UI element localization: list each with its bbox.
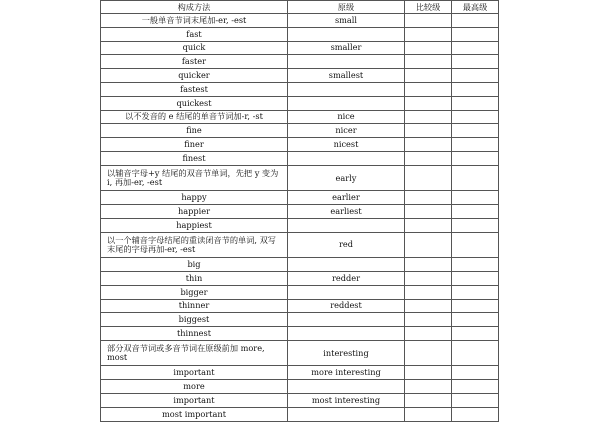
comparative-cell xyxy=(405,124,452,138)
method-cell xyxy=(101,14,288,28)
method-cell xyxy=(101,258,288,272)
positive-cell xyxy=(288,258,405,272)
superlative-cell xyxy=(452,69,499,83)
positive-cell xyxy=(288,82,405,96)
method-cell-text: faster xyxy=(181,56,207,67)
table-row xyxy=(101,124,499,138)
positive-cell xyxy=(288,55,405,69)
positive-cell xyxy=(288,380,405,394)
table-row xyxy=(101,313,499,327)
superlative-cell xyxy=(452,218,499,232)
superlative-cell xyxy=(452,313,499,327)
method-cell-text: biggest xyxy=(178,314,210,325)
positive-cell xyxy=(288,232,405,258)
table-row xyxy=(101,138,499,152)
comparative-cell xyxy=(405,380,452,394)
positive-cell xyxy=(288,407,405,421)
table-row xyxy=(101,232,499,258)
method-cell xyxy=(101,394,288,408)
table-row xyxy=(101,285,499,299)
table-row xyxy=(101,110,499,124)
method-cell xyxy=(101,285,288,299)
superlative-cell xyxy=(452,110,499,124)
positive-cell-text: red xyxy=(338,239,353,250)
superlative-cell xyxy=(452,124,499,138)
comparative-cell xyxy=(405,205,452,219)
method-cell-text: thinner xyxy=(178,300,210,311)
method-cell xyxy=(101,27,288,41)
positive-cell xyxy=(288,366,405,380)
method-cell-text: finest xyxy=(182,152,206,163)
table-row xyxy=(101,82,499,96)
comparison-table xyxy=(100,0,499,422)
positive-cell xyxy=(288,165,405,191)
comparative-cell xyxy=(405,110,452,124)
superlative-cell xyxy=(452,285,499,299)
positive-cell-text: smaller xyxy=(330,42,362,53)
method-cell xyxy=(101,299,288,313)
table-row xyxy=(101,27,499,41)
positive-cell xyxy=(288,69,405,83)
comparative-cell xyxy=(405,55,452,69)
positive-cell-text: small xyxy=(334,14,358,25)
method-cell-text: quickest xyxy=(176,97,212,108)
positive-cell-text: most interesting xyxy=(311,394,381,405)
superlative-cell xyxy=(452,191,499,205)
method-cell xyxy=(101,151,288,165)
positive-cell xyxy=(288,41,405,55)
superlative-cell xyxy=(452,41,499,55)
comparative-cell xyxy=(405,82,452,96)
comparative-cell xyxy=(405,258,452,272)
method-cell-text: 部分双音节词或多音节词在原级前加 more, most xyxy=(107,343,265,363)
comparative-cell xyxy=(405,41,452,55)
method-cell-text: more xyxy=(183,381,205,392)
positive-cell xyxy=(288,14,405,28)
method-cell xyxy=(101,124,288,138)
table-row xyxy=(101,218,499,232)
superlative-cell xyxy=(452,394,499,408)
comparative-cell xyxy=(405,151,452,165)
method-cell-text: 一般单音节词末尾加-er, -est xyxy=(141,14,247,25)
positive-cell-text: nice xyxy=(337,111,355,122)
superlative-cell xyxy=(452,340,499,366)
superlative-cell xyxy=(452,138,499,152)
method-cell xyxy=(101,232,288,258)
positive-cell xyxy=(288,205,405,219)
positive-cell-text: more interesting xyxy=(311,367,381,378)
table-row xyxy=(101,340,499,366)
table-row xyxy=(101,165,499,191)
superlative-cell xyxy=(452,151,499,165)
method-cell xyxy=(101,41,288,55)
table-row xyxy=(101,380,499,394)
superlative-cell xyxy=(452,55,499,69)
table-row xyxy=(101,55,499,69)
comparative-cell xyxy=(405,299,452,313)
positive-cell-text: earlier xyxy=(332,192,360,203)
method-cell-text: important xyxy=(173,394,215,405)
superlative-cell xyxy=(452,258,499,272)
positive-cell xyxy=(288,271,405,285)
method-cell xyxy=(101,218,288,232)
positive-cell xyxy=(288,299,405,313)
table-row xyxy=(101,258,499,272)
table-body xyxy=(101,14,499,422)
table-row xyxy=(101,327,499,341)
method-cell xyxy=(101,340,288,366)
comparative-cell xyxy=(405,327,452,341)
comparative-cell xyxy=(405,232,452,258)
table-row xyxy=(101,14,499,28)
table-row xyxy=(101,366,499,380)
positive-cell xyxy=(288,96,405,110)
method-cell-text: 以辅音字母+y 结尾的双音节单词，先把 y 变为 i, 再加-er, -est xyxy=(107,168,279,188)
method-cell-text: fine xyxy=(186,125,202,136)
positive-cell-text: redder xyxy=(331,272,360,283)
positive-cell xyxy=(288,191,405,205)
method-cell-text: thin xyxy=(185,272,203,283)
comparative-cell xyxy=(405,191,452,205)
positive-cell xyxy=(288,327,405,341)
positive-cell-text: early xyxy=(335,172,357,183)
method-cell xyxy=(101,191,288,205)
table-row xyxy=(101,299,499,313)
table-row xyxy=(101,271,499,285)
positive-cell xyxy=(288,313,405,327)
positive-cell-text: interesting xyxy=(323,347,369,358)
method-cell-text: fast xyxy=(186,28,202,39)
positive-cell-text: nicer xyxy=(335,125,357,136)
comparative-cell xyxy=(405,165,452,191)
comparative-cell xyxy=(405,69,452,83)
superlative-cell xyxy=(452,299,499,313)
superlative-cell xyxy=(452,366,499,380)
positive-cell-text: reddest xyxy=(330,300,362,311)
superlative-cell xyxy=(452,205,499,219)
method-cell xyxy=(101,165,288,191)
method-cell xyxy=(101,313,288,327)
comparative-cell xyxy=(405,285,452,299)
comparative-cell xyxy=(405,366,452,380)
method-cell-text: 以不发音的 e 结尾的单音节词加-r, -st xyxy=(125,111,263,122)
positive-cell xyxy=(288,394,405,408)
superlative-cell xyxy=(452,232,499,258)
method-cell xyxy=(101,366,288,380)
comparative-cell xyxy=(405,218,452,232)
table-row xyxy=(101,205,499,219)
header-positive: 原级 xyxy=(288,1,405,14)
method-cell-text: 以一个辅音字母结尾的重读闭音节的单词, 双写末尾的字母再加-er, -est xyxy=(107,234,276,254)
header-comparative: 比较级 xyxy=(405,1,452,14)
header-superlative: 最高级 xyxy=(452,1,499,14)
method-cell-text: happier xyxy=(177,205,210,216)
method-cell-text: big xyxy=(187,259,201,270)
positive-cell-text: earliest xyxy=(330,205,362,216)
table-row xyxy=(101,407,499,421)
method-cell-text: quick xyxy=(182,42,206,53)
method-cell xyxy=(101,55,288,69)
superlative-cell xyxy=(452,380,499,394)
method-cell-text: important xyxy=(173,367,215,378)
method-cell xyxy=(101,96,288,110)
superlative-cell xyxy=(452,327,499,341)
comparative-cell xyxy=(405,14,452,28)
method-cell xyxy=(101,69,288,83)
method-cell xyxy=(101,327,288,341)
method-cell xyxy=(101,82,288,96)
positive-cell xyxy=(288,218,405,232)
method-cell-text: most important xyxy=(162,408,226,419)
superlative-cell xyxy=(452,271,499,285)
table-row xyxy=(101,191,499,205)
comparative-cell xyxy=(405,407,452,421)
superlative-cell xyxy=(452,27,499,41)
superlative-cell xyxy=(452,165,499,191)
method-cell xyxy=(101,271,288,285)
table-row xyxy=(101,151,499,165)
method-cell xyxy=(101,205,288,219)
positive-cell xyxy=(288,138,405,152)
method-cell-text: thinnest xyxy=(176,328,212,339)
method-cell-text: fastest xyxy=(180,83,208,94)
table-row xyxy=(101,41,499,55)
method-cell-text: happy xyxy=(181,192,207,203)
superlative-cell xyxy=(452,14,499,28)
header-method: 构成方法 xyxy=(101,1,288,14)
comparative-cell xyxy=(405,340,452,366)
positive-cell xyxy=(288,151,405,165)
table-row xyxy=(101,96,499,110)
positive-cell xyxy=(288,285,405,299)
comparative-cell xyxy=(405,271,452,285)
grammar-table-container xyxy=(100,0,499,422)
method-cell xyxy=(101,380,288,394)
header-row xyxy=(101,1,499,14)
positive-cell xyxy=(288,110,405,124)
comparative-cell xyxy=(405,96,452,110)
comparative-cell xyxy=(405,138,452,152)
table-row xyxy=(101,394,499,408)
comparative-cell xyxy=(405,394,452,408)
comparative-cell xyxy=(405,27,452,41)
table-row xyxy=(101,69,499,83)
positive-cell-text: smallest xyxy=(328,70,364,81)
method-cell xyxy=(101,407,288,421)
method-cell xyxy=(101,110,288,124)
positive-cell-text: nicest xyxy=(333,139,359,150)
positive-cell xyxy=(288,124,405,138)
superlative-cell xyxy=(452,82,499,96)
method-cell-text: bigger xyxy=(180,286,208,297)
method-cell xyxy=(101,138,288,152)
superlative-cell xyxy=(452,407,499,421)
comparative-cell xyxy=(405,313,452,327)
positive-cell xyxy=(288,340,405,366)
method-cell-text: happiest xyxy=(176,219,212,230)
superlative-cell xyxy=(452,96,499,110)
method-cell-text: finer xyxy=(184,139,204,150)
positive-cell xyxy=(288,27,405,41)
method-cell-text: quicker xyxy=(178,70,210,81)
